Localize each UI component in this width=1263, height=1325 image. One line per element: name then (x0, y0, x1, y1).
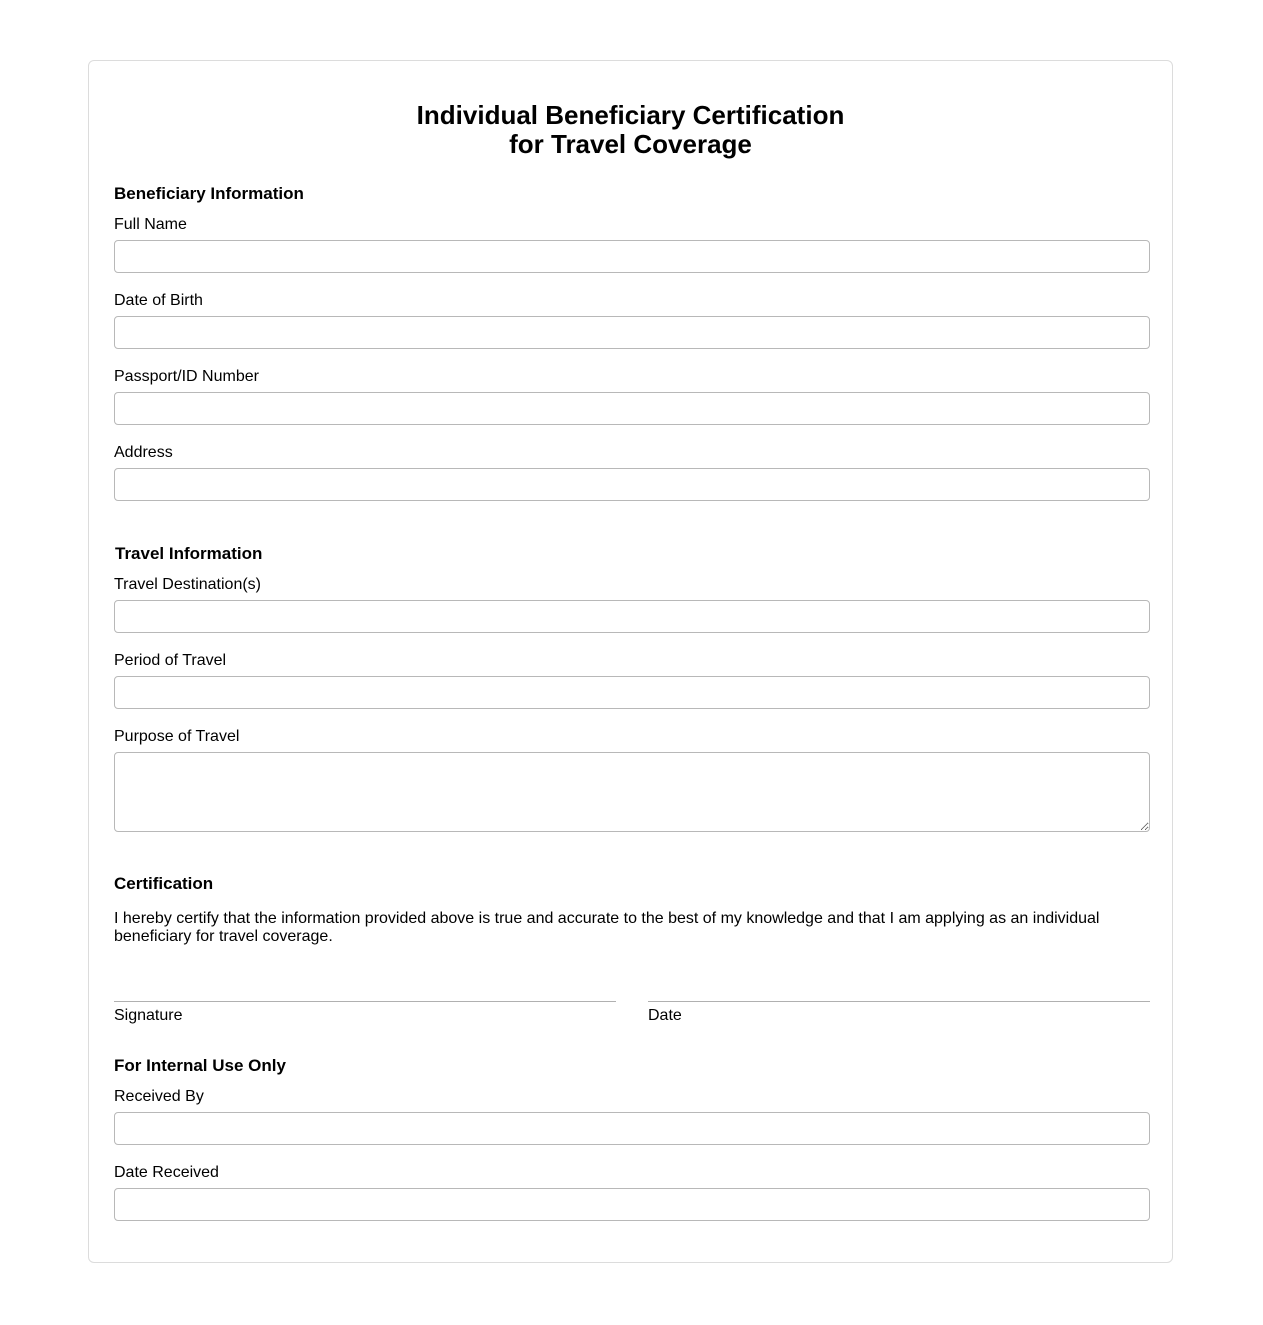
certification-statement: I hereby certify that the information provided above is true and accurate to the best of my knowledge and that I am applying as an individual beneficiary for travel coverage. (114, 910, 1100, 945)
date-of-birth-label: Date of Birth (114, 292, 203, 309)
date-received-label: Date Received (114, 1164, 219, 1181)
date-received-input[interactable] (114, 1188, 1150, 1221)
section-certification: Certification (114, 874, 214, 893)
travel-destinations-label: Travel Destination(s) (114, 576, 262, 593)
address-input[interactable] (114, 468, 1150, 501)
full-name-label: Full Name (114, 216, 187, 233)
signature-line[interactable] (114, 1001, 616, 1002)
purpose-of-travel-textarea[interactable] (114, 752, 1150, 832)
page-title (89, 101, 1172, 159)
passport-id-input[interactable] (114, 392, 1150, 425)
full-name-input[interactable] (114, 240, 1150, 273)
passport-id-label: Passport/ID Number (114, 368, 259, 385)
travel-destinations-input[interactable] (114, 600, 1150, 633)
title-line-2: for Travel Coverage (509, 129, 752, 159)
section-travel-information: Travel Information (115, 544, 263, 563)
form-card (88, 60, 1173, 1263)
address-label: Address (114, 444, 173, 461)
period-of-travel-label: Period of Travel (114, 652, 227, 669)
date-of-birth-input[interactable] (114, 316, 1150, 349)
date-line[interactable] (648, 1001, 1150, 1002)
title-line-1: Individual Beneficiary Certification (416, 100, 845, 130)
period-of-travel-input[interactable] (114, 676, 1150, 709)
purpose-of-travel-label: Purpose of Travel (114, 728, 240, 745)
received-by-label: Received By (114, 1088, 204, 1105)
date-label: Date (648, 1007, 682, 1024)
received-by-input[interactable] (114, 1112, 1150, 1145)
signature-label: Signature (114, 1007, 183, 1024)
section-beneficiary-information: Beneficiary Information (114, 184, 304, 203)
section-internal-use: For Internal Use Only (114, 1056, 286, 1075)
